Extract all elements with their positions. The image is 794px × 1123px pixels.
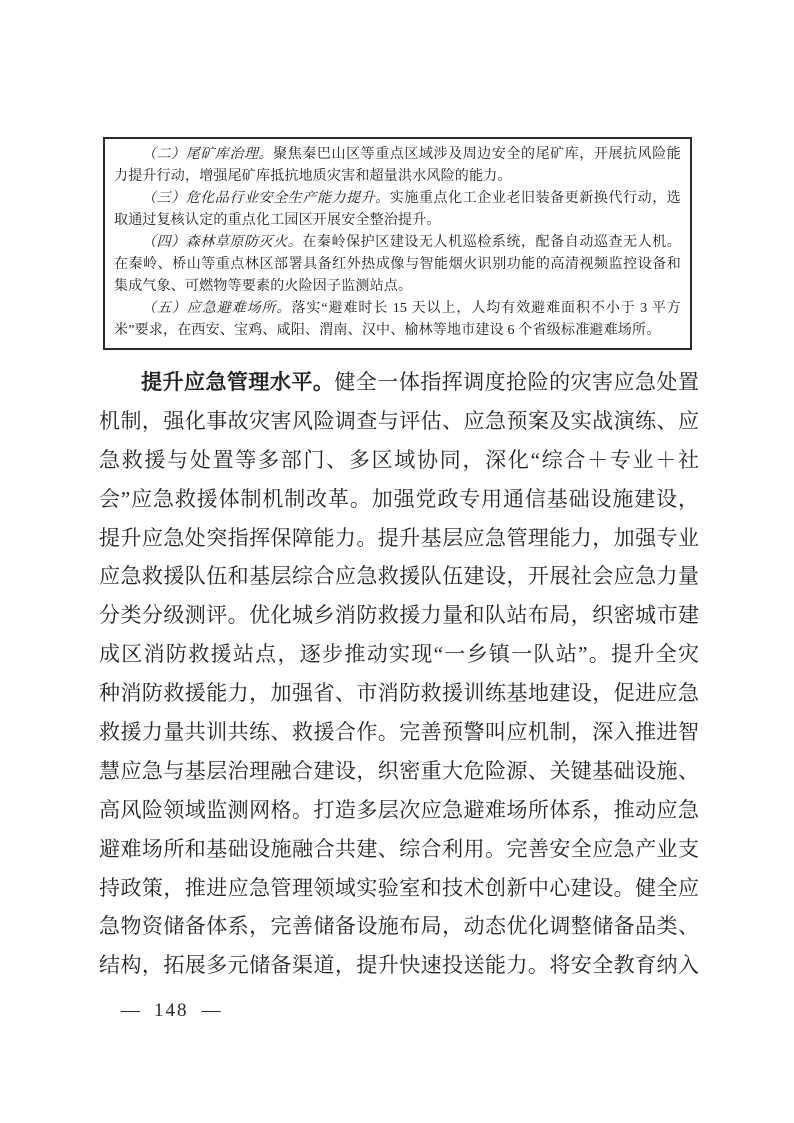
notice-item-label: （四）森林草原防灭火。 — [142, 235, 303, 250]
body-line: 应急救援队伍和基层综合应急救援队伍建设，开展社会应急力量 — [99, 564, 699, 589]
notice-box-item — [114, 144, 681, 188]
body-line: 避难场所和基础设施融合共建、综合利用。完善安全应急产业支 — [99, 836, 699, 861]
body-line: 会”应急救援体制机制改革。加强党政专用通信基础设施建设， — [99, 486, 699, 511]
page-number-dash-left: — — [121, 1000, 141, 1021]
notice-box-item — [114, 188, 681, 232]
body-line: 救援力量共训共练、救援合作。完善预警叫应机制，深入推进智 — [99, 720, 699, 745]
body-line: 种消防救援能力，加强省、市消防救援训练基地建设，促进应急 — [99, 681, 699, 706]
notice-item-text: 落实“避难时长 15 天以上，人均有效避难面积不小于 3 平方米”要求，在西安、宝鸡、咸阳、渭南、汉中、榆林等地市建设 6 个省级标准避难场所。 — [114, 301, 681, 338]
body-line: 机制，强化事故灾害风险调查与评估、应急预案及实战演练、应 — [99, 408, 699, 433]
page-number-value: 148 — [154, 1000, 189, 1021]
body-line: 成区消防救援站点，逐步推动实现“一乡镇一队站”。提升全灾 — [99, 642, 699, 667]
body-line: 急救援与处置等多部门、多区域协同，深化“综合＋专业＋社 — [99, 447, 699, 472]
notice-item-label: （三）危化品行业安全生产能力提升。 — [142, 191, 390, 206]
notice-box — [103, 137, 692, 350]
body-lines — [99, 402, 699, 985]
body-line: 高风险领域监测网格。打造多层次应急避难场所体系，推动应急 — [99, 797, 699, 822]
notice-box-item — [114, 298, 681, 342]
body-line: 结构，拓展多元储备渠道，提升快速投送能力。将安全教育纳入 — [99, 953, 699, 978]
body-line: 持政策，推进应急管理领域实验室和技术创新中心建设。健全应 — [99, 875, 699, 900]
body-line: 提升应急处突指挥保障能力。提升基层应急管理能力，加强专业 — [99, 525, 699, 550]
notice-item-text: 聚焦秦巴山区等重点区域涉及周边安全的尾矿库，开展抗风险能力提升行动，增强尾矿库抵抗地质灾害和超量洪水风险的能力。 — [114, 147, 681, 184]
body-paragraph — [99, 363, 699, 985]
notice-item-label: （五）应急避难场所。 — [142, 301, 292, 316]
page-number — [121, 1000, 222, 1022]
notice-item-text: 实施重点化工企业老旧装备更新换代行动，选取通过复核认定的重点化工园区开展安全整治提升。 — [114, 191, 682, 228]
body-line: 慧应急与基层治理融合建设，织密重大危险源、关键基础设施、 — [99, 758, 699, 783]
paragraph-lead-phrase: 提升应急管理水平。 — [141, 370, 335, 394]
notice-box-item — [114, 232, 681, 298]
notice-item-label: （二）尾矿库治理。 — [142, 147, 274, 162]
body-line: 急物资储备体系，完善储备设施布局，动态优化调整储备品类、 — [99, 914, 699, 939]
body-line-first-rest: 健全一体指挥调度抢险的灾害应急处置 — [334, 370, 700, 394]
body-line: 分类分级测评。优化城乡消防救援力量和队站布局，织密城市建 — [99, 603, 699, 628]
page-number-dash-right: — — [201, 1000, 222, 1021]
notice-item-text: 在秦岭保护区建设无人机巡检系统，配备自动巡查无人机。在秦岭、桥山等重点林区部署具备红外热成像与智能烟火识别功能的高清视频监控设备和集成气象、可燃物等要素的火险因子监测站点。 — [114, 235, 681, 294]
body-line-first — [99, 363, 699, 402]
